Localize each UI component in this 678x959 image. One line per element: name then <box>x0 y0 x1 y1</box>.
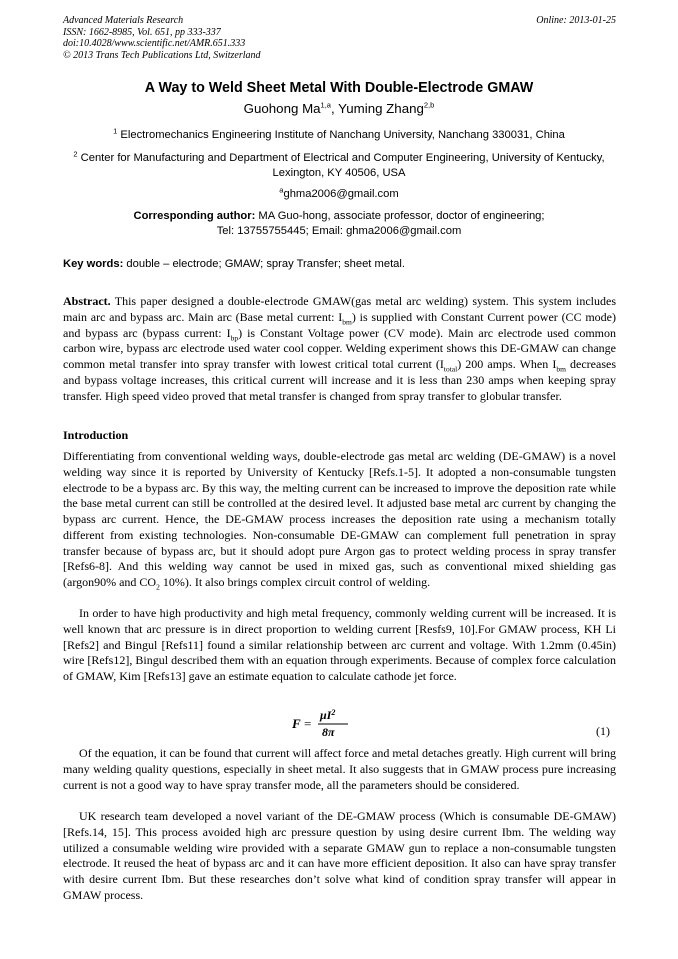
corresponding-label: Corresponding author: <box>133 210 256 222</box>
copyright-line: © 2013 Trans Tech Publications Ltd, Switzerland <box>63 49 261 61</box>
equation-1 <box>290 706 360 740</box>
issn-line: ISSN: 1662-8985, Vol. 651, pp 333-337 <box>63 26 221 38</box>
intro-paragraph-3: Of the equation, it can be found that current will affect force and metal detaches greatly. High current will bring many welding quality questions, especially in sheet metal. It also suggests that in GMAW process pure increasing current is not a good way to have spray transfer mode, all the parameters should be considered. <box>63 746 616 792</box>
keywords-text: double – electrode; GMAW; spray Transfer; sheet metal. <box>123 258 405 270</box>
abstract-sub-4: bm <box>556 364 566 374</box>
author-line <box>0 101 678 116</box>
email-marker: a <box>279 185 284 195</box>
keywords <box>63 258 616 270</box>
intro-paragraph-4: UK research team developed a novel variant of the DE-GMAW process (Which is consumable DE-GMAW) [Refs.14, 15]. This process avoided high arc pressure question by using desire current Ibm. The welding way utilized a consumable welding wire provided with a separate GMAW gun to replace a non-consumable tungsten electrode. It reused the heat of bypass arc and it can have more efficient deposition. It also can have spray transfer with desire current Ibm. But these researches don’t solve what kind of condition spray transfer will appear in GMAW process. <box>63 809 616 902</box>
abstract-text-4: ) 200 amps. When I <box>457 357 557 371</box>
equation-lhs: F <box>292 716 301 731</box>
affiliation-2-marker: 2 <box>73 149 78 159</box>
intro-p1-sub: 2 <box>156 582 160 592</box>
affiliation-2 <box>60 151 618 181</box>
journal-name: Advanced Materials Research <box>63 15 184 26</box>
paper-title: A Way to Weld Sheet Metal With Double-Electrode GMAW <box>144 80 534 96</box>
equation-number: (1) <box>596 724 610 738</box>
author-separator: , <box>330 101 339 116</box>
abstract-label: Abstract. <box>63 294 111 308</box>
intro-p1-text-a: Differentiating from conventional welding ways, double-electrode gas metal arc welding (DE-GMAW) is a novel welding way since it is reported by University of Kentucky [Refs.1-5]. It adopted a non-consumable tungsten electrode to be a bypass arc. By this way, the melting current can be increased to improve the deposition rate while the base metal current can still be controlled at the desired level. It adjusted base metal arc current by changing the bypass arc current. Hence, the DE-GMAW process increases the deposition rate using a mechanism totally different from existing technologies. Non-consumable DE-GMAW can complement full penetration in spray transfer because of bypass arc, but it should adopt pure Argon gas to protect welding process in spray transfer [Refs6-8]. And this welding way cannot be used in mixed gas, such as conventional mixed shielding gas (argon90% and CO <box>63 449 616 589</box>
affiliation-1-text: Electromechanics Engineering Institute of Nanchang University, Nanchang 330031, China <box>120 129 565 141</box>
author-2-affil: 2,b <box>423 100 435 110</box>
equation-numerator: $\mu I^2$ <box>320 708 336 722</box>
online-date: Online: 2013-01-25 <box>536 15 616 26</box>
abstract-text-2: ) is supplied with Constant Current power (CC mode) and bypass arc (bypass current: I <box>63 309 616 340</box>
intro-paragraph-1 <box>63 449 616 591</box>
author-email <box>0 185 678 200</box>
author-2-name: Yuming Zhang <box>338 101 424 116</box>
author-1-name: Guohong Ma <box>243 101 321 116</box>
abstract-text-1: This paper designed a double-electrode GMAW(gas metal arc welding) system. This system includes main arc and bypass arc. Main arc (Base metal current: I <box>63 294 616 324</box>
corresponding-line-2: Tel: 13755755445; Email: ghma2006@gmail.com <box>216 225 462 237</box>
journal-header <box>63 15 616 61</box>
section-heading-introduction: Introduction <box>63 428 129 442</box>
abstract-text-5: decreases and bypass voltage increases, this critical current will increase and it is less than 230 amps when keeping spray transfer. High speed video proved that metal transfer is changed from spray transfer to globular transfer. <box>63 357 616 403</box>
intro-paragraph-2: In order to have high productivity and high metal frequency, commonly welding current will be increased. It is well known that arc pressure is in direct proportion to welding current [Resfs9, 10].For GMAW process, KH Li [Refs2] and Bingul [Refs11] found a similar relationship between arc current and voltage. With 1.2mm (0.45in) wire [Refs12], Bingul described them with an equation through experiments. Because of complex force calculation of GMAW, Kim [Refs13] gave an estimate equation to calculate cathode jet force. <box>63 606 616 683</box>
affiliation-1-marker: 1 <box>113 126 118 136</box>
author-1-affil: 1,a <box>320 100 331 110</box>
affiliation-1 <box>0 126 678 141</box>
email-text[interactable]: ghma2006@gmail.com <box>283 188 399 200</box>
affiliation-2-text: Center for Manufacturing and Department of Electrical and Computer Engineering, University of Kentucky, Lexington, KY 40506, USA <box>80 152 605 179</box>
equation-denominator: 8π <box>322 725 335 739</box>
abstract-sub-2: bp <box>230 332 239 342</box>
keywords-label: Key words: <box>63 258 124 270</box>
corresponding-line-1: MA Guo-hong, associate professor, doctor of engineering; <box>255 210 545 222</box>
abstract-text-3: ) is Constant Voltage power (CV mode). Main arc electrode used common carbon wire, bypass arc electrode used water cool copper. Welding experiment shows this DE-GMAW can change common metal transfer into spray transfer with lowest critical total current (I <box>63 325 616 371</box>
equation-equals: = <box>304 716 312 731</box>
abstract-sub-3: total <box>443 364 458 374</box>
abstract-sub-1: bm <box>342 317 352 327</box>
intro-p1-text-b: 10%). It also brings complex circuit control of welding. <box>159 575 431 589</box>
corresponding-author <box>0 209 678 239</box>
abstract-paragraph <box>63 294 616 404</box>
doi-line: doi:10.4028/www.scientific.net/AMR.651.333 <box>63 38 246 49</box>
